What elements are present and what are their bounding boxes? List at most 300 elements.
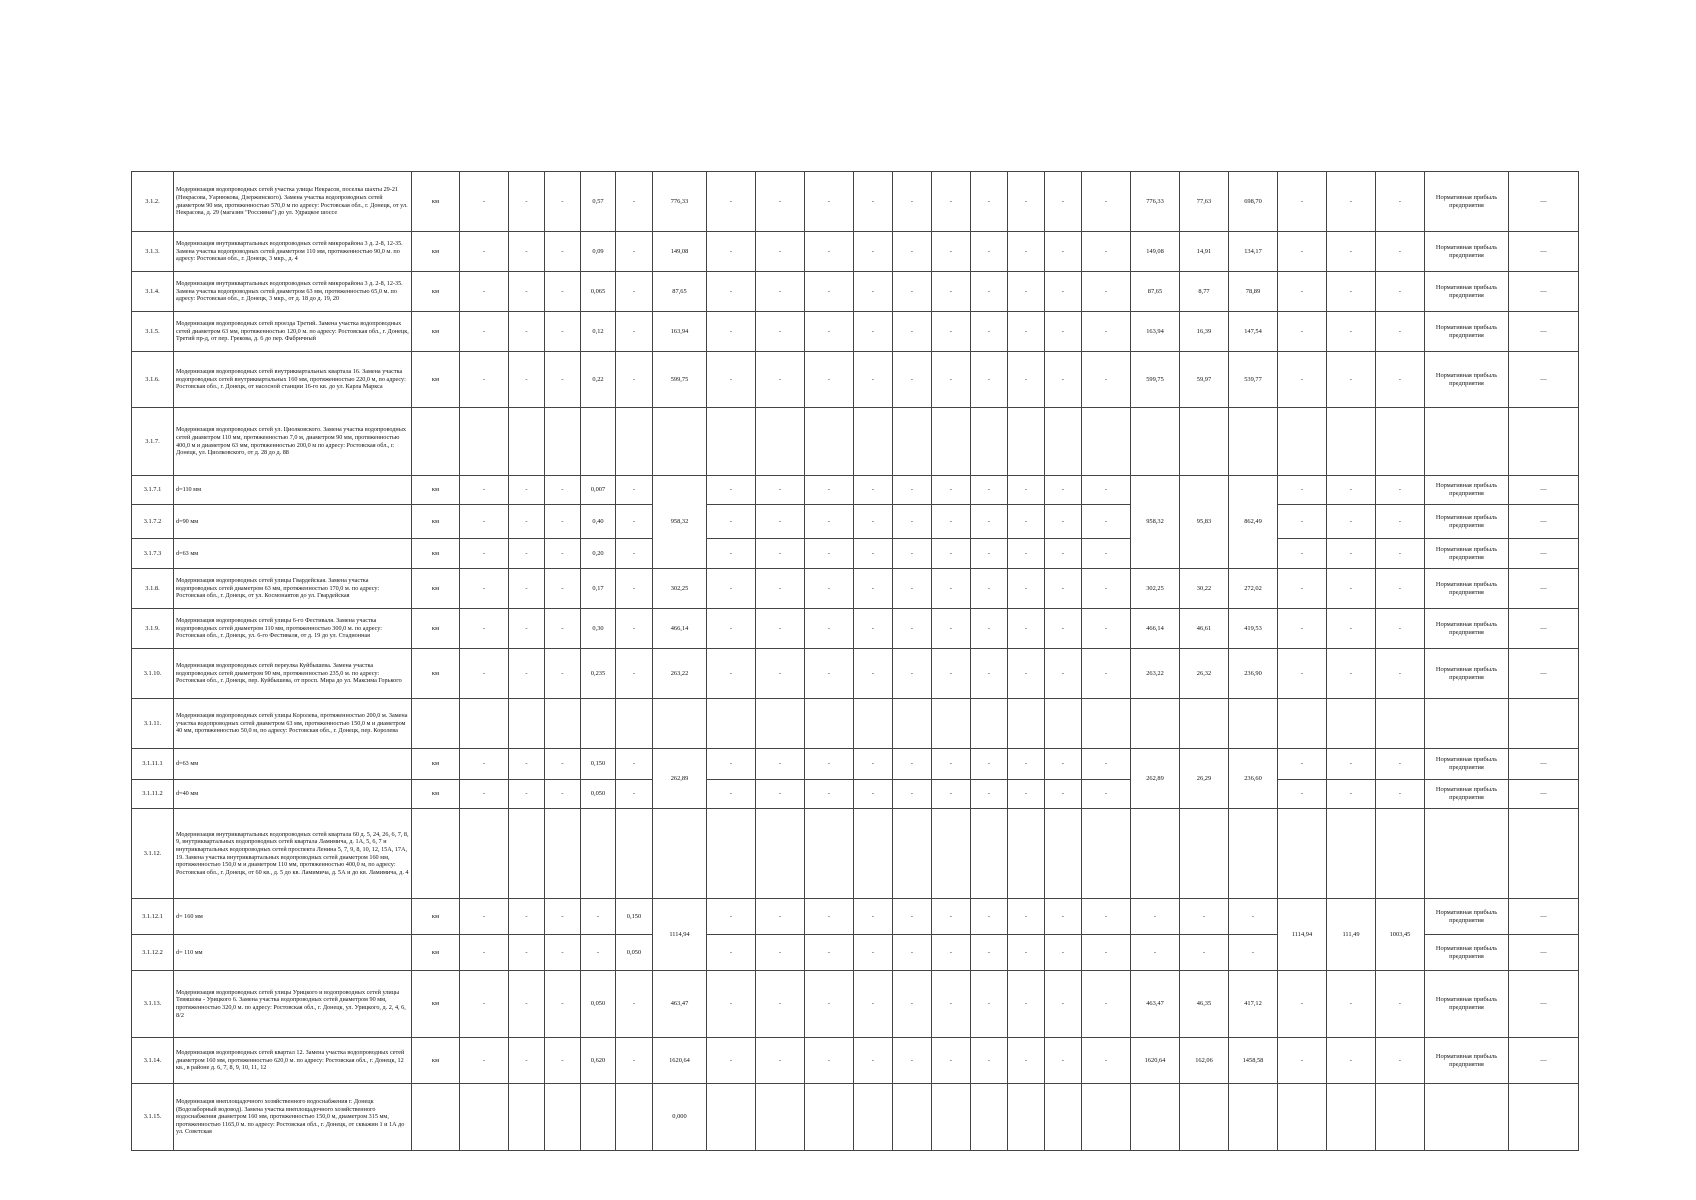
table-row (132, 809, 1579, 899)
empty-value-cell: - (756, 569, 805, 609)
cost-cell: 466,14 (653, 609, 707, 649)
blank-cell (509, 809, 545, 899)
total-cell: 262,89 (1131, 749, 1180, 809)
empty-value-cell: - (460, 749, 509, 780)
empty-value-cell: - (1045, 609, 1082, 649)
empty-value-cell: - (460, 649, 509, 699)
blank-cell (893, 408, 932, 476)
item-number-cell: 3.1.12. (132, 809, 174, 899)
length-cell: 0,065 (581, 272, 616, 312)
unit-cell: км (412, 899, 460, 935)
empty-value-cell: - (805, 539, 854, 569)
blank-cell (653, 408, 707, 476)
blank-cell (581, 809, 616, 899)
blank-cell (1327, 1084, 1376, 1151)
empty-value-cell: - (971, 539, 1008, 569)
total-cell: 87,65 (1131, 272, 1180, 312)
blank-cell (971, 1084, 1008, 1151)
blank-cell (707, 408, 756, 476)
empty-value-cell: - (1278, 780, 1327, 809)
empty-value-cell: - (1008, 749, 1045, 780)
table-row (132, 609, 1579, 649)
unit-cell: км (412, 272, 460, 312)
table-row (132, 699, 1579, 749)
empty-value-cell: - (854, 649, 893, 699)
empty-value-cell: - (893, 569, 932, 609)
empty-value-cell: - (1082, 312, 1131, 352)
empty-value-cell: - (1229, 899, 1278, 935)
empty-value-cell: - (1131, 935, 1180, 971)
empty-value-cell: - (932, 935, 971, 971)
unit-cell: км (412, 649, 460, 699)
blank-cell (854, 1084, 893, 1151)
empty-value-cell: - (1327, 505, 1376, 539)
empty-value-cell: - (616, 539, 653, 569)
funding-source-cell: Нормативная прибыль предприятия (1425, 569, 1509, 609)
empty-value-cell: - (509, 352, 545, 408)
empty-value-cell: - (707, 172, 756, 232)
item-number-cell: 3.1.7. (132, 408, 174, 476)
empty-value-cell: - (1327, 272, 1376, 312)
empty-value-cell: - (756, 899, 805, 935)
net-cell: 236,90 (1229, 649, 1278, 699)
empty-value-cell: - (1045, 1038, 1082, 1084)
empty-value-cell: - (1082, 272, 1131, 312)
empty-value-cell: - (1082, 971, 1131, 1038)
empty-value-cell: - (1278, 505, 1327, 539)
empty-value-cell: - (805, 172, 854, 232)
empty-value-cell: - (971, 780, 1008, 809)
table-row (132, 1038, 1579, 1084)
blank-cell (1131, 699, 1180, 749)
blank-cell (805, 699, 854, 749)
empty-value-cell: - (1327, 971, 1376, 1038)
table-row (132, 272, 1579, 312)
empty-value-cell: - (932, 971, 971, 1038)
empty-value-cell: - (545, 352, 581, 408)
blank-cell (805, 408, 854, 476)
empty-value-cell: - (1045, 935, 1082, 971)
empty-value-cell: - (756, 172, 805, 232)
empty-value-cell: - (971, 569, 1008, 609)
empty-value-cell: - (1082, 505, 1131, 539)
item-number-cell: 3.1.7.2 (132, 505, 174, 539)
vat-cell: 14,91 (1180, 232, 1229, 272)
empty-value-cell: - (854, 172, 893, 232)
empty-value-cell: - (707, 971, 756, 1038)
empty-value-cell: - (932, 609, 971, 649)
funding-source-cell: Нормативная прибыль предприятия (1425, 352, 1509, 408)
blank-cell (854, 699, 893, 749)
description-cell: Модернизация водопроводных сетей улицы 6-го Фестиваля. Замена участка водопроводных сетей диаметром 110 мм, протяженностью 300,0 м. по адресу: Ростовская обл., г. Донецк, ул. 6-го Фестиваля, от д. 19 до ул. Стадионная (174, 609, 412, 649)
note-cell: — (1509, 232, 1579, 272)
empty-value-cell: - (893, 232, 932, 272)
item-number-cell: 3.1.11. (132, 699, 174, 749)
total-cell: 149,08 (1131, 232, 1180, 272)
table-row (132, 232, 1579, 272)
empty-value-cell: - (805, 935, 854, 971)
blank-cell (1327, 699, 1376, 749)
vat-cell: 46,35 (1180, 971, 1229, 1038)
blank-cell (1278, 1084, 1327, 1151)
empty-value-cell: - (1082, 476, 1131, 505)
empty-value-cell: - (460, 1038, 509, 1084)
empty-value-cell: - (707, 476, 756, 505)
empty-value-cell: - (1082, 1038, 1131, 1084)
empty-value-cell: - (1376, 312, 1425, 352)
empty-value-cell: - (971, 1038, 1008, 1084)
total-cell: 163,94 (1131, 312, 1180, 352)
empty-value-cell: - (1327, 232, 1376, 272)
empty-value-cell: - (1376, 649, 1425, 699)
length-cell: 0,050 (616, 935, 653, 971)
empty-value-cell: - (509, 749, 545, 780)
blank-cell (1278, 809, 1327, 899)
empty-value-cell: - (932, 272, 971, 312)
description-cell: Модернизация внеплощадочного хозяйственного водоснабжения г. Донецк (Водозаборный водовод). Замена участка внеплощадочного хозяйственного водоснабжения диаметром 160 мм, протяженностью 150,0 м, диаметром 315 мм, протяженностью 1165,0 м. по адресу: Ростовская обл., г. Донецк, от скважин 1 и 1А до ул. Советская (174, 1084, 412, 1151)
empty-value-cell: - (1082, 780, 1131, 809)
blank-cell (1229, 809, 1278, 899)
vat-cell: 30,22 (1180, 569, 1229, 609)
item-number-cell: 3.1.10. (132, 649, 174, 699)
note-cell: — (1509, 312, 1579, 352)
blank-cell (1425, 408, 1509, 476)
empty-value-cell: - (1082, 569, 1131, 609)
empty-value-cell: - (545, 505, 581, 539)
empty-value-cell: - (460, 172, 509, 232)
empty-value-cell: - (854, 899, 893, 935)
empty-value-cell: - (545, 749, 581, 780)
empty-value-cell: - (707, 352, 756, 408)
vat-cell: 26,32 (1180, 649, 1229, 699)
empty-value-cell: - (854, 780, 893, 809)
empty-value-cell: - (932, 649, 971, 699)
empty-value-cell: - (893, 172, 932, 232)
description-cell: d= 160 мм (174, 899, 412, 935)
empty-value-cell: - (1278, 476, 1327, 505)
empty-value-cell: - (1045, 749, 1082, 780)
description-cell: Модернизация водопроводных сетей улицы Королева, протяженностью 200,0 м. Замена участка водопроводных сетей диаметром 63 мм, протяженностью 150,0 м и диаметром 40 мм, протяженностью 50,0 м, по адресу: Ростовская обл., г. Донецк, пер. Королева (174, 699, 412, 749)
blank-cell (1327, 809, 1376, 899)
empty-value-cell: - (1082, 232, 1131, 272)
funding-source-cell: Нормативная прибыль предприятия (1425, 232, 1509, 272)
blank-cell (412, 1084, 460, 1151)
blank-cell (581, 408, 616, 476)
empty-value-cell: - (707, 569, 756, 609)
table-row (132, 352, 1579, 408)
blank-cell (545, 699, 581, 749)
empty-value-cell: - (1327, 1038, 1376, 1084)
empty-value-cell: - (545, 272, 581, 312)
total-cell: 1620,64 (1131, 1038, 1180, 1084)
blank-cell (412, 408, 460, 476)
length-cell: 0,007 (581, 476, 616, 505)
empty-value-cell: - (509, 476, 545, 505)
blank-cell (653, 809, 707, 899)
empty-value-cell: - (616, 476, 653, 505)
funding-source-cell: Нормативная прибыль предприятия (1425, 935, 1509, 971)
funding-source-cell: Нормативная прибыль предприятия (1425, 505, 1509, 539)
item-number-cell: 3.1.8. (132, 569, 174, 609)
empty-value-cell: - (971, 609, 1008, 649)
empty-value-cell: - (460, 899, 509, 935)
empty-value-cell: - (1008, 569, 1045, 609)
item-number-cell: 3.1.9. (132, 609, 174, 649)
net-cell: 78,89 (1229, 272, 1278, 312)
unit-cell: км (412, 569, 460, 609)
blank-cell (893, 699, 932, 749)
note-cell: — (1509, 352, 1579, 408)
empty-value-cell: - (1327, 172, 1376, 232)
blank-cell (756, 1084, 805, 1151)
empty-value-cell: - (545, 312, 581, 352)
empty-value-cell: - (1180, 935, 1229, 971)
funding-source-cell: Нормативная прибыль предприятия (1425, 1038, 1509, 1084)
unit-cell: км (412, 352, 460, 408)
blank-cell (1045, 699, 1082, 749)
note-cell: — (1509, 539, 1579, 569)
empty-value-cell: - (460, 569, 509, 609)
cost-cell: 262,89 (653, 749, 707, 809)
blank-cell (1180, 809, 1229, 899)
empty-value-cell: - (460, 312, 509, 352)
empty-value-cell: - (756, 312, 805, 352)
empty-value-cell: - (1376, 539, 1425, 569)
empty-value-cell: - (1008, 232, 1045, 272)
empty-value-cell: - (1082, 899, 1131, 935)
empty-value-cell: - (854, 505, 893, 539)
cost-cell: 0,000 (653, 1084, 707, 1151)
blank-cell (1008, 408, 1045, 476)
empty-value-cell: - (756, 780, 805, 809)
blank-cell (971, 408, 1008, 476)
empty-value-cell: - (1376, 505, 1425, 539)
blank-cell (893, 809, 932, 899)
empty-value-cell: - (616, 749, 653, 780)
empty-value-cell: - (545, 780, 581, 809)
table-row (132, 649, 1579, 699)
unit-cell: км (412, 539, 460, 569)
unit-cell: км (412, 232, 460, 272)
net-cell: 1003,45 (1376, 899, 1425, 971)
blank-cell (1180, 699, 1229, 749)
item-number-cell: 3.1.6. (132, 352, 174, 408)
empty-value-cell: - (707, 1038, 756, 1084)
empty-value-cell: - (805, 780, 854, 809)
length-cell: 0,20 (581, 539, 616, 569)
blank-cell (460, 408, 509, 476)
empty-value-cell: - (545, 649, 581, 699)
empty-value-cell: - (460, 935, 509, 971)
table-row (132, 476, 1579, 505)
empty-value-cell: - (805, 352, 854, 408)
description-cell: d=63 мм (174, 749, 412, 780)
note-cell: — (1509, 899, 1579, 935)
blank-cell (1082, 809, 1131, 899)
blank-cell (545, 1084, 581, 1151)
item-number-cell: 3.1.4. (132, 272, 174, 312)
total-cell: 466,14 (1131, 609, 1180, 649)
blank-cell (1082, 1084, 1131, 1151)
empty-value-cell: - (756, 505, 805, 539)
table-row (132, 569, 1579, 609)
description-cell: Модернизация внутриквартальных водопроводных сетей квартала 60 д. 5, 24, 26, 6, 7, 8, 9, внутриквартальных водопроводных сетей квартала Ламимича, д. 1А, 5, 6, 7 и внутриквартальных водопроводных сетей проспекта Ленина 5, 7, 9, 8, 10, 12, 15А, 17А, 19. Замена участка внутриквартальных водопроводных сетей диаметром 160 мм, протяженностью 150,0 м и диаметром 110 мм, протяженностью 400,0 м, по адресу: Ростовская обл., г. Донецк, от 60 кв., д. 5 до кв. Ламимича, д. 5А и до кв. Ламимича, д. 4 (174, 809, 412, 899)
empty-value-cell: - (1045, 780, 1082, 809)
net-cell: 134,17 (1229, 232, 1278, 272)
length-cell: 0,57 (581, 172, 616, 232)
empty-value-cell: - (971, 312, 1008, 352)
empty-value-cell: - (1327, 352, 1376, 408)
total-cell: 263,22 (1131, 649, 1180, 699)
table-row (132, 749, 1579, 780)
empty-value-cell: - (1278, 749, 1327, 780)
empty-value-cell: - (1278, 1038, 1327, 1084)
vat-cell: 16,39 (1180, 312, 1229, 352)
blank-cell (932, 1084, 971, 1151)
empty-value-cell: - (509, 505, 545, 539)
empty-value-cell: - (1045, 476, 1082, 505)
length-cell: 0,22 (581, 352, 616, 408)
note-cell: — (1509, 1038, 1579, 1084)
description-cell: d=40 мм (174, 780, 412, 809)
empty-value-cell: - (756, 272, 805, 312)
net-cell: 272,02 (1229, 569, 1278, 609)
total-cell: 776,33 (1131, 172, 1180, 232)
blank-cell (854, 809, 893, 899)
vat-cell: 8,77 (1180, 272, 1229, 312)
blank-cell (509, 408, 545, 476)
empty-value-cell: - (893, 505, 932, 539)
empty-value-cell: - (460, 539, 509, 569)
blank-cell (854, 408, 893, 476)
empty-value-cell: - (932, 172, 971, 232)
empty-value-cell: - (1008, 971, 1045, 1038)
blank-cell (1131, 1084, 1180, 1151)
empty-value-cell: - (1131, 899, 1180, 935)
table-row (132, 899, 1579, 935)
empty-value-cell: - (805, 272, 854, 312)
blank-cell (707, 699, 756, 749)
blank-cell (1327, 408, 1376, 476)
empty-value-cell: - (616, 569, 653, 609)
empty-value-cell: - (805, 1038, 854, 1084)
net-cell: 419,53 (1229, 609, 1278, 649)
description-cell: Модернизация водопроводных сетей внутриквартальных квартала 16. Замена участка водопроводных сетей внутриквартальных 160 мм, протяженностью 220,0 м, по адресу: Ростовская обл., г. Донецк, от насосной станции 16-го кв. до ул. Карла Маркса (174, 352, 412, 408)
blank-cell (1045, 809, 1082, 899)
empty-value-cell: - (1376, 749, 1425, 780)
item-number-cell: 3.1.14. (132, 1038, 174, 1084)
item-number-cell: 3.1.13. (132, 971, 174, 1038)
table-row (132, 172, 1579, 232)
item-number-cell: 3.1.7.3 (132, 539, 174, 569)
empty-value-cell: - (1327, 749, 1376, 780)
blank-cell (545, 809, 581, 899)
empty-value-cell: - (805, 569, 854, 609)
length-cell: 0,050 (581, 971, 616, 1038)
empty-value-cell: - (932, 505, 971, 539)
empty-value-cell: - (509, 539, 545, 569)
blank-cell (1509, 408, 1579, 476)
empty-value-cell: - (893, 476, 932, 505)
empty-value-cell: - (1045, 539, 1082, 569)
blank-cell (1131, 809, 1180, 899)
empty-value-cell: - (581, 935, 616, 971)
empty-value-cell: - (1278, 272, 1327, 312)
blank-cell (653, 699, 707, 749)
blank-cell (1509, 809, 1579, 899)
blank-cell (932, 809, 971, 899)
blank-cell (581, 699, 616, 749)
empty-value-cell: - (756, 352, 805, 408)
note-cell: — (1509, 649, 1579, 699)
empty-value-cell: - (971, 172, 1008, 232)
empty-value-cell: - (707, 312, 756, 352)
total-cell: 463,47 (1131, 971, 1180, 1038)
empty-value-cell: - (893, 780, 932, 809)
empty-value-cell: - (854, 971, 893, 1038)
description-cell: Модернизация водопроводных сетей квартал 12. Замена участка водопроводных сетей диаметром 160 мм, протяженностью 620,0 м. по адресу: Ростовская обл., г. Донецк, 12 кв., в районе д. 6, 7, 8, 9, 10, 11, 12 (174, 1038, 412, 1084)
description-cell: d=63 мм (174, 539, 412, 569)
empty-value-cell: - (707, 539, 756, 569)
empty-value-cell: - (805, 649, 854, 699)
blank-cell (616, 408, 653, 476)
cost-cell: 263,22 (653, 649, 707, 699)
empty-value-cell: - (509, 1038, 545, 1084)
empty-value-cell: - (545, 172, 581, 232)
blank-cell (1008, 809, 1045, 899)
empty-value-cell: - (616, 505, 653, 539)
length-cell: 0,09 (581, 232, 616, 272)
empty-value-cell: - (1376, 232, 1425, 272)
table-row (132, 408, 1579, 476)
empty-value-cell: - (971, 649, 1008, 699)
empty-value-cell: - (509, 232, 545, 272)
empty-value-cell: - (1045, 312, 1082, 352)
description-cell: Модернизация водопроводных сетей переулка Куйбышева. Замена участка водопроводных сетей диаметром 90 мм, протяженностью 235,0 м. по адресу: Ростовская обл., г. Донецк, пер. Куйбышева, от просп. Мира до ул. Максима Горького (174, 649, 412, 699)
blank-cell (1082, 408, 1131, 476)
investment-table (131, 171, 1579, 1151)
item-number-cell: 3.1.11.2 (132, 780, 174, 809)
unit-cell: км (412, 609, 460, 649)
item-number-cell: 3.1.2. (132, 172, 174, 232)
net-cell: 698,70 (1229, 172, 1278, 232)
empty-value-cell: - (1278, 569, 1327, 609)
blank-cell (616, 699, 653, 749)
note-cell: — (1509, 971, 1579, 1038)
empty-value-cell: - (1045, 352, 1082, 408)
empty-value-cell: - (1278, 352, 1327, 408)
empty-value-cell: - (460, 272, 509, 312)
empty-value-cell: - (1376, 569, 1425, 609)
blank-cell (756, 809, 805, 899)
cost-cell: 1114,94 (653, 899, 707, 971)
empty-value-cell: - (971, 749, 1008, 780)
blank-cell (1376, 1084, 1425, 1151)
empty-value-cell: - (1045, 172, 1082, 232)
vat-cell: 95,83 (1180, 476, 1229, 569)
empty-value-cell: - (545, 539, 581, 569)
empty-value-cell: - (460, 609, 509, 649)
blank-cell (509, 1084, 545, 1151)
empty-value-cell: - (854, 312, 893, 352)
empty-value-cell: - (1278, 649, 1327, 699)
empty-value-cell: - (854, 352, 893, 408)
empty-value-cell: - (707, 780, 756, 809)
empty-value-cell: - (1082, 172, 1131, 232)
note-cell: — (1509, 935, 1579, 971)
blank-cell (616, 809, 653, 899)
empty-value-cell: - (1327, 539, 1376, 569)
